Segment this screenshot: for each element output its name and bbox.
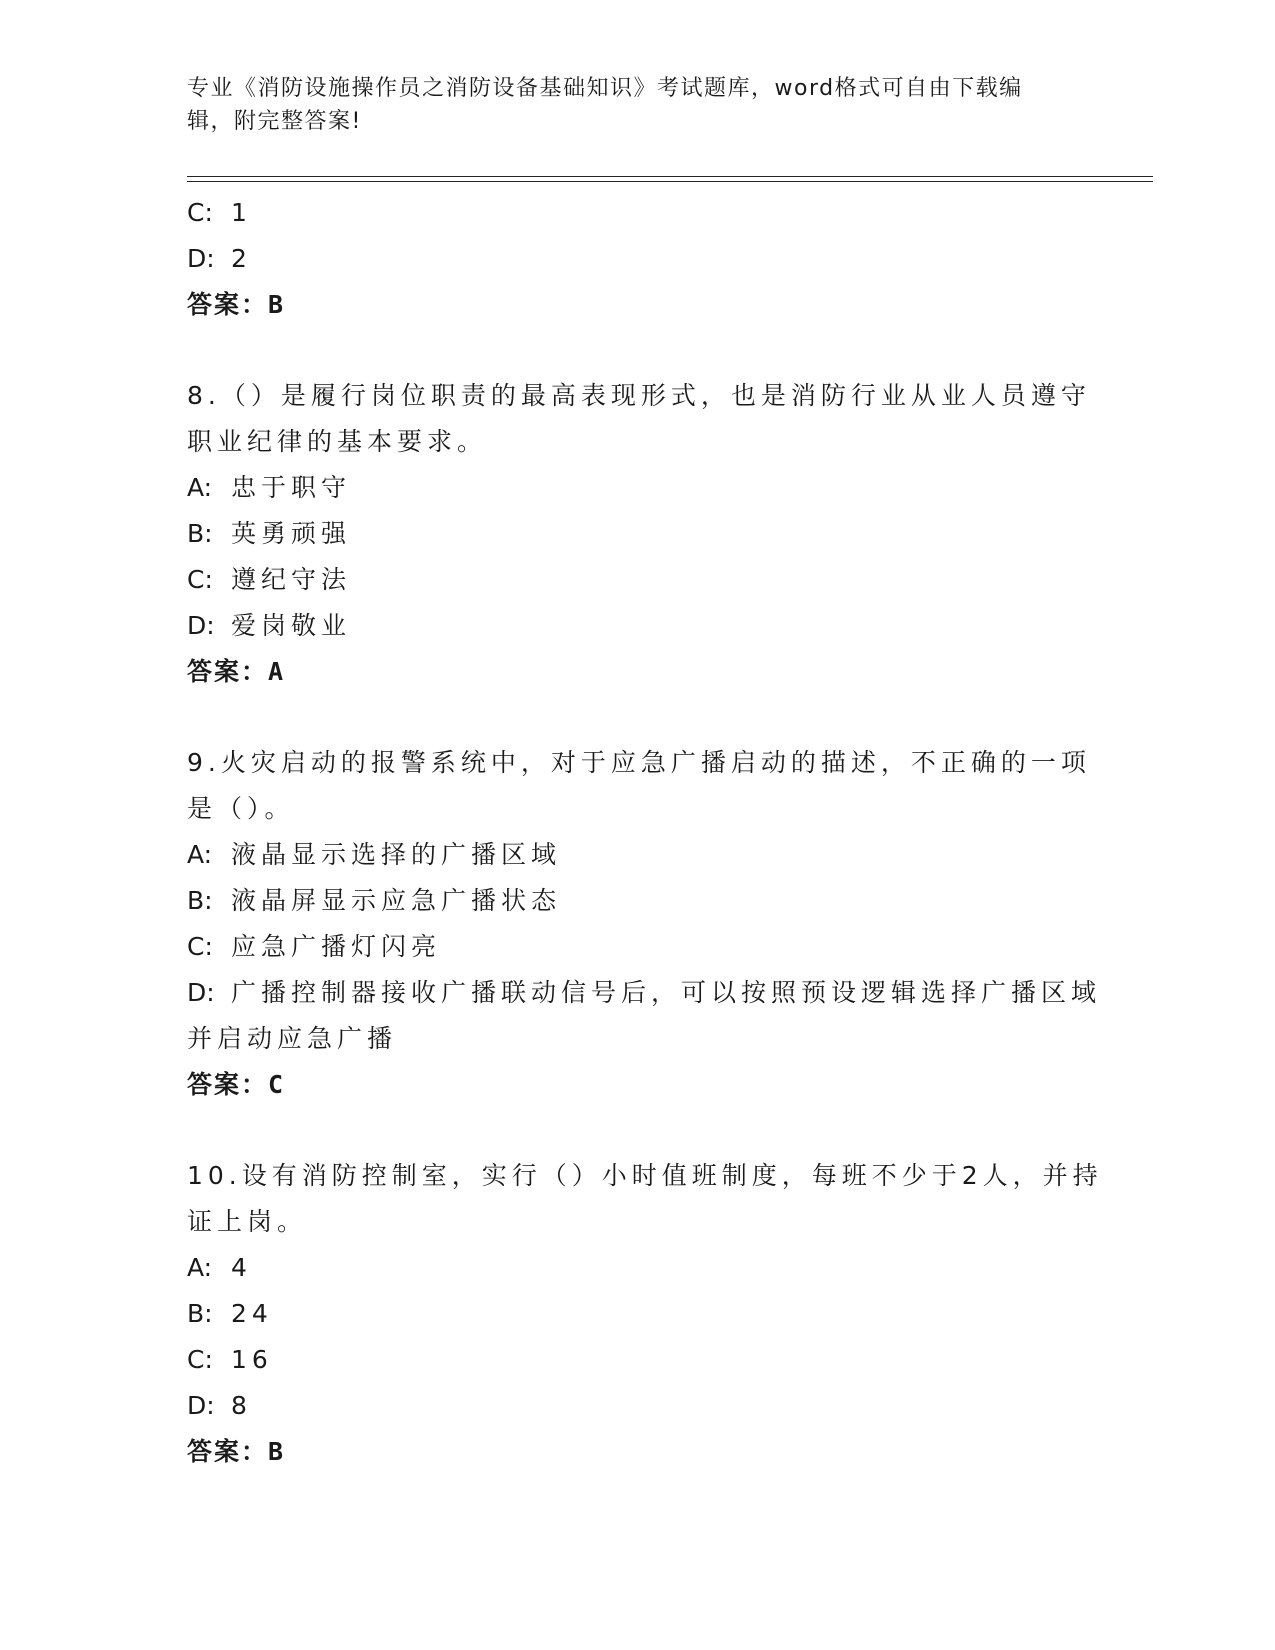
answer-value: B xyxy=(268,290,286,319)
page-header: 专业《消防设施操作员之消防设备基础知识》考试题库，word格式可自由下载编辑，附完整答案! xyxy=(187,76,1023,134)
option-text: 英勇顽强 xyxy=(231,519,352,548)
header-divider-bottom xyxy=(187,181,1153,182)
option-letter: B: xyxy=(187,519,213,548)
option-text: 广播控制器接收广播联动信号后，可以按照预设逻辑选择广播区域 xyxy=(231,978,1102,1007)
answer-line xyxy=(187,1429,1077,1475)
option-text: 4 xyxy=(231,1253,252,1282)
header-divider-top xyxy=(187,176,1153,177)
option-text: 24 xyxy=(231,1299,273,1328)
option-item xyxy=(187,1291,1077,1337)
option-text: 液晶显示选择的广播区域 xyxy=(231,840,562,869)
answer-line xyxy=(187,1062,1077,1108)
option-letter: A: xyxy=(187,1253,213,1282)
option-letter: C: xyxy=(187,198,213,227)
question-block xyxy=(187,373,1091,695)
question-block xyxy=(187,190,1077,328)
answer-label: 答案： xyxy=(187,657,269,686)
option-letter: C: xyxy=(187,932,213,961)
option-item xyxy=(187,1337,1077,1383)
option-text: 2 xyxy=(231,244,252,273)
option-text: 爱岗敬业 xyxy=(231,611,352,640)
answer-value: A xyxy=(268,657,286,686)
answer-label: 答案： xyxy=(187,1437,269,1466)
spacer xyxy=(187,328,1077,373)
answer-value: B xyxy=(268,1437,286,1466)
option-letter: A: xyxy=(187,473,213,502)
option-text: 忠于职守 xyxy=(231,473,352,502)
option-item xyxy=(187,557,1077,603)
option-item xyxy=(187,970,1102,1016)
answer-line xyxy=(187,649,1077,695)
option-item xyxy=(187,236,1077,282)
question-stem: 8.（）是履行岗位职责的最高表现形式，也是消防行业从业人员遵守 xyxy=(187,381,1091,410)
option-letter: A: xyxy=(187,840,213,869)
option-letter: B: xyxy=(187,886,213,915)
option-letter: D: xyxy=(187,611,215,640)
option-text: 遵纪守法 xyxy=(231,565,352,594)
question-stem: 10.设有消防控制室，实行（）小时值班制度，每班不少于2人，并持 xyxy=(187,1161,1103,1190)
option-text: 1 xyxy=(231,198,252,227)
answer-line xyxy=(187,282,1077,328)
option-letter: B: xyxy=(187,1299,213,1328)
option-item xyxy=(187,190,1077,236)
question-block xyxy=(187,740,1102,1108)
option-continuation: 并启动应急广播 xyxy=(187,1024,398,1053)
option-text: 8 xyxy=(231,1391,252,1420)
question-block xyxy=(187,1153,1103,1475)
question-list xyxy=(187,190,1103,1475)
option-letter: D: xyxy=(187,244,215,273)
answer-label: 答案： xyxy=(187,290,269,319)
option-item xyxy=(187,1245,1077,1291)
option-item xyxy=(187,465,1077,511)
question-stem: 是（）。 xyxy=(187,794,295,823)
spacer xyxy=(187,1108,1077,1153)
option-item xyxy=(187,924,1077,970)
question-stem: 职业纪律的基本要求。 xyxy=(187,427,488,456)
spacer xyxy=(187,695,1077,740)
option-text: 16 xyxy=(231,1345,273,1374)
option-item xyxy=(187,1383,1077,1429)
option-letter: D: xyxy=(187,1391,215,1420)
option-letter: D: xyxy=(187,978,215,1007)
option-item xyxy=(187,603,1077,649)
answer-value: C xyxy=(268,1070,286,1099)
question-stem: 证上岗。 xyxy=(187,1207,308,1236)
option-text: 应急广播灯闪亮 xyxy=(231,932,442,961)
option-letter: C: xyxy=(187,1345,213,1374)
option-letter: C: xyxy=(187,565,213,594)
option-item xyxy=(187,832,1077,878)
question-stem: 9.火灾启动的报警系统中，对于应急广播启动的描述，不正确的一项 xyxy=(187,748,1091,777)
option-item xyxy=(187,511,1077,557)
option-item xyxy=(187,878,1077,924)
answer-label: 答案： xyxy=(187,1070,269,1099)
option-text: 液晶屏显示应急广播状态 xyxy=(231,886,562,915)
